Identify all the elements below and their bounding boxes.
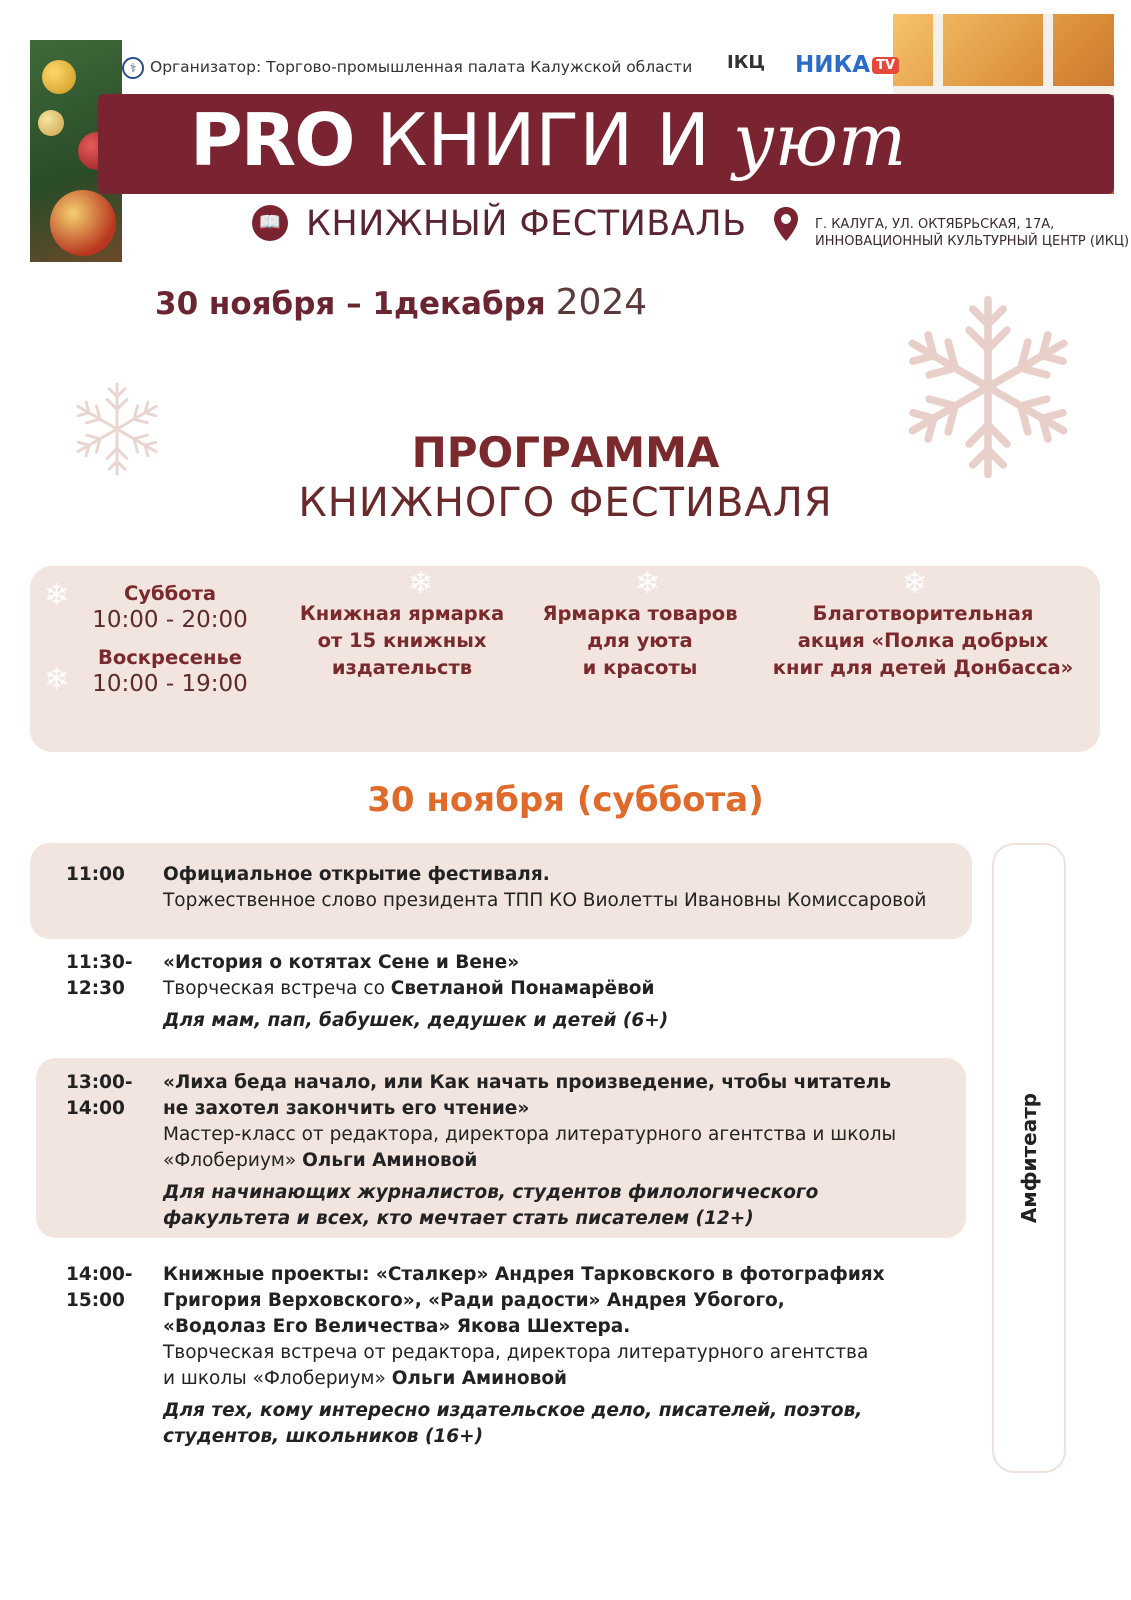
event-time-end: 14:00 <box>66 1098 125 1119</box>
snowflake-icon: ❄ <box>902 566 928 601</box>
event-text <box>163 976 963 1002</box>
event-time <box>66 950 133 1002</box>
day-title: 30 ноября (суббота) <box>367 780 764 820</box>
address-line-2: ИННОВАЦИОННЫЙ КУЛЬТУРНЫЙ ЦЕНТР (ИКЦ) <box>815 234 1130 249</box>
event-audience: факультета и всех, кто мечтает стать писателем (12+) <box>163 1208 754 1229</box>
saturday-time: 10:00 - 20:00 <box>92 607 248 633</box>
tv-badge: TV <box>872 57 899 74</box>
event-text-part: и школы «Флобериум» <box>163 1368 392 1389</box>
event-time <box>66 1070 133 1122</box>
ikc-logo: ІКЦ <box>727 52 766 73</box>
charity-info <box>758 600 1088 681</box>
info-panel <box>30 566 1100 752</box>
location-pin-icon <box>773 206 799 242</box>
sunday-label: Воскресенье <box>97 646 243 669</box>
info-line: издательств <box>331 656 473 679</box>
address-line-1: Г. КАЛУГА, УЛ. ОКТЯБРЬСКАЯ, 17А, <box>815 217 1055 232</box>
event-description <box>163 1070 963 1232</box>
program-title: ПРОГРАММА <box>411 428 720 477</box>
sunday-time: 10:00 - 19:00 <box>92 671 248 697</box>
event-title: Книжные проекты: <box>163 1264 376 1285</box>
organizer-text: Организатор: Торгово-промышленная палата Калужской области <box>150 58 693 76</box>
event-time-start: 11:30- <box>66 952 133 973</box>
nika-tv-logo <box>795 52 899 78</box>
speaker-name: Ольги Аминовой <box>391 1368 568 1389</box>
info-line: и красоты <box>582 656 698 679</box>
snowflake-icon: ❄ <box>44 662 70 697</box>
event-description <box>163 862 963 914</box>
event-audience: студентов, школьников (16+) <box>163 1426 484 1447</box>
speaker-name: Светланой Понамарёвой <box>390 978 655 999</box>
info-line: от 15 книжных <box>317 629 487 652</box>
event-time-start: 13:00- <box>66 1072 133 1093</box>
address <box>815 216 1129 250</box>
event-time: 11:00 <box>66 864 125 885</box>
info-line: для уюта <box>587 629 693 652</box>
event-audience: Для начинающих журналистов, студентов филологического <box>163 1182 819 1203</box>
title-uyut: уют <box>732 98 907 182</box>
snowflake-icon: ❄ <box>408 566 434 601</box>
snowflake-icon: ❄ <box>44 578 70 613</box>
event-text: Творческая встреча от редактора, директора литературного агентства <box>163 1342 869 1363</box>
event-time-end: 12:30 <box>66 978 125 999</box>
snowflake-icon: ❄ <box>635 566 661 601</box>
info-line: Книжная ярмарка <box>299 602 505 625</box>
event-title: не захотел закончить его чтение» <box>163 1098 530 1119</box>
event-text-part: «Флобериум» <box>163 1150 303 1171</box>
event-title: «Водолаз Его Величества» Якова Шехтера. <box>163 1316 631 1337</box>
venue-column <box>992 843 1066 1473</box>
event-time-start: 14:00- <box>66 1264 133 1285</box>
saturday-label: Суббота <box>123 582 217 605</box>
event-text: Торжественное слово президента ТПП КО Виолетты Ивановны Комиссаровой <box>163 890 927 911</box>
info-line: книг для детей Донбасса» <box>772 656 1074 679</box>
event-title: Григория Верховского», «Ради радости» Андрея Убогого, <box>163 1290 785 1311</box>
event-time-end: 15:00 <box>66 1290 125 1311</box>
event-title: «Сталкер» Андрея Тарковского в фотографиях <box>375 1264 885 1285</box>
book-fair-info <box>292 600 512 681</box>
event-title: Официальное открытие фестиваля. <box>163 864 550 885</box>
event-description <box>163 950 963 1034</box>
event-text-part: Творческая встреча со <box>163 978 391 999</box>
title-pro: PRO <box>190 98 354 182</box>
date-range: 30 ноября – 1декабря <box>155 286 546 322</box>
date-year: 2024 <box>555 282 648 323</box>
info-line: акция «Полка добрых <box>797 629 1049 652</box>
event-audience: Для тех, кому интересно издательское дело, писателей, поэтов, <box>163 1400 863 1421</box>
festival-dates <box>155 282 647 323</box>
event-audience: Для мам, пап, бабушек, дедушек и детей (6+) <box>163 1010 669 1031</box>
festival-label: КНИЖНЫЙ ФЕСТИВАЛЬ <box>306 204 747 244</box>
event-title: «История о котятах Сене и Вене» <box>163 952 520 973</box>
info-line: Благотворительная <box>812 602 1034 625</box>
event-description <box>163 1262 973 1450</box>
title-middle: КНИГИ И <box>376 98 710 182</box>
opening-hours <box>80 580 260 698</box>
speaker-name: Ольги Аминовой <box>302 1150 478 1171</box>
event-text <box>163 1366 973 1392</box>
program-subtitle: КНИЖНОГО ФЕСТИВАЛЯ <box>298 480 833 526</box>
open-book-icon: 📖 <box>252 205 288 241</box>
festival-title <box>190 98 906 182</box>
event-text: Мастер-класс от редактора, директора литературного агентства и школы <box>163 1124 897 1145</box>
goods-fair-info <box>530 600 750 681</box>
event-title: «Лиха беда начало, или Как начать произведение, чтобы читатель <box>163 1072 892 1093</box>
event-time <box>66 1262 133 1314</box>
info-line: Ярмарка товаров <box>542 602 738 625</box>
nika-logo-text: НИКА <box>795 52 871 78</box>
chamber-of-commerce-icon: ⚕ <box>122 57 144 79</box>
event-text <box>163 1148 963 1174</box>
venue-label: Амфитеатр <box>1017 1092 1041 1224</box>
